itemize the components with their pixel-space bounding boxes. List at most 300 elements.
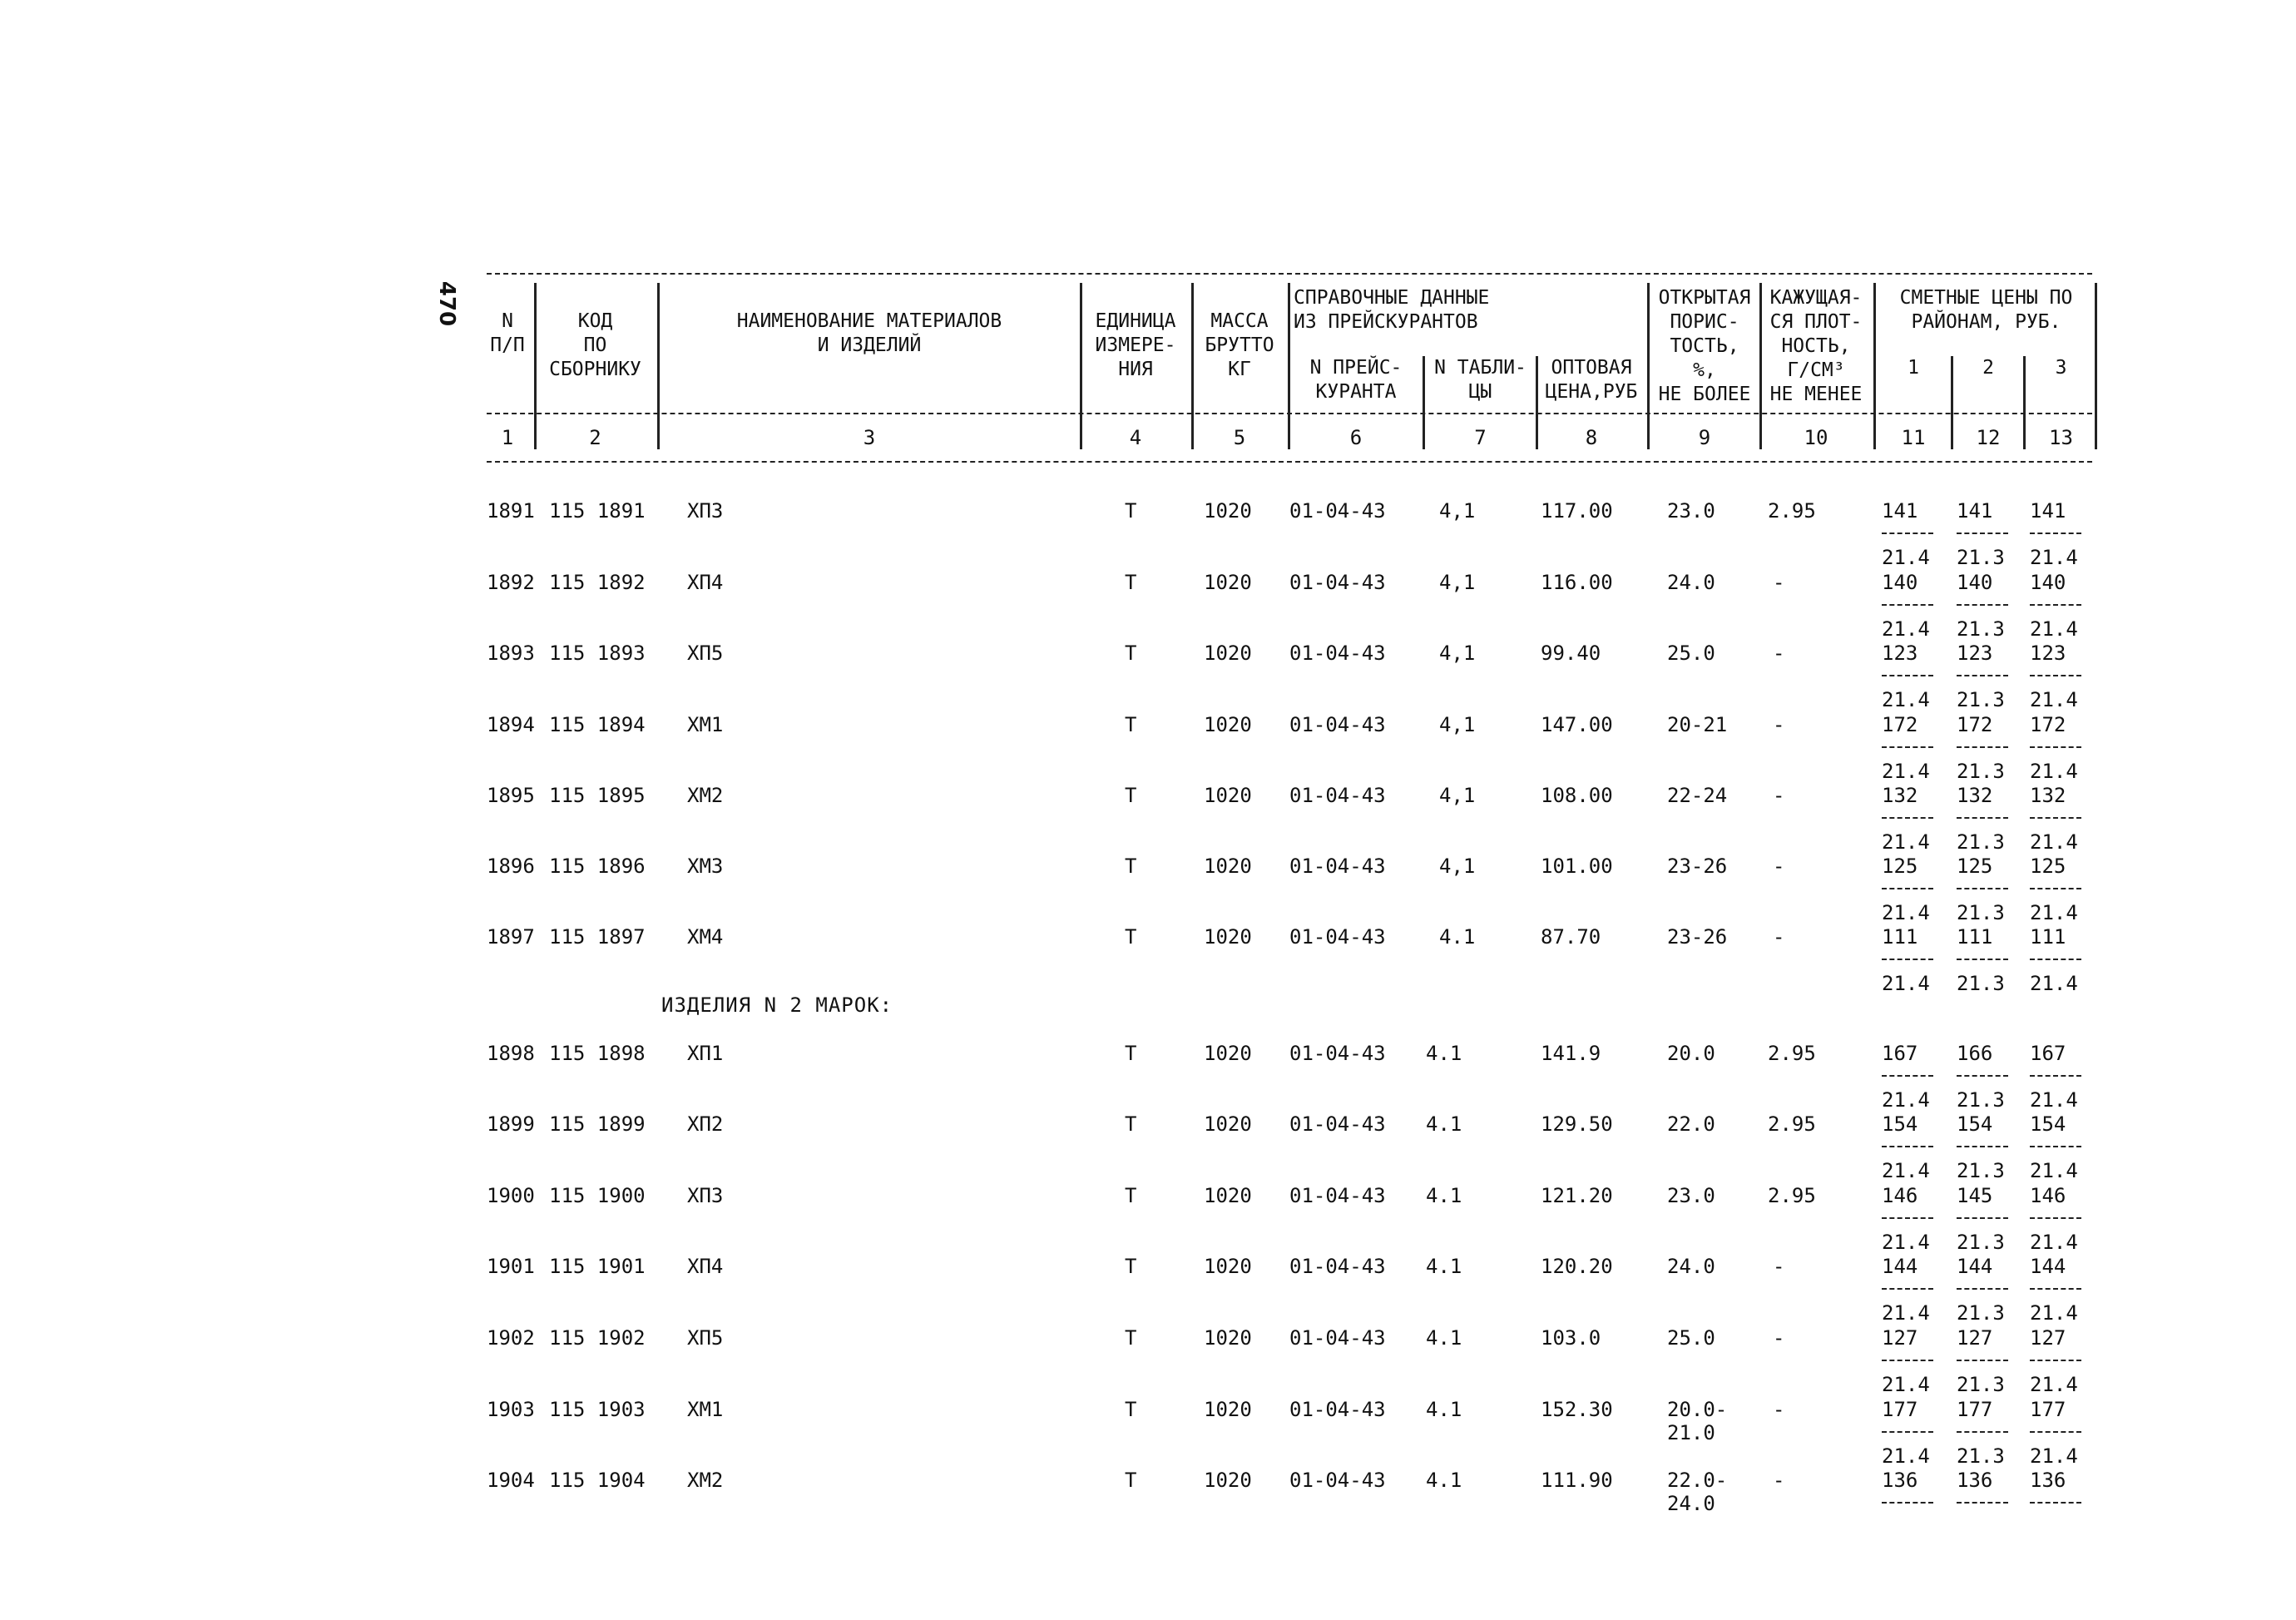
row-wholesale-price: 117.00 bbox=[1541, 499, 1613, 523]
header-col-13: 3 bbox=[2055, 357, 2067, 379]
price-index-value: 21.4 bbox=[2030, 1088, 2078, 1112]
price-index-value: 21.4 bbox=[2030, 688, 2078, 711]
estimated-price-value: 154 bbox=[1882, 1112, 1918, 1136]
estimated-price-value: 167 bbox=[1882, 1042, 1918, 1065]
header-col-3: НАИМЕНОВАНИЕ МАТЕРИАЛОВ И ИЗДЕЛИЙ bbox=[736, 310, 1002, 356]
estimated-price-region-2 bbox=[1957, 713, 2015, 783]
fraction-line bbox=[1957, 1360, 2008, 1373]
row-unit: Т bbox=[1125, 499, 1137, 523]
row-mass: 1020 bbox=[1204, 784, 1252, 807]
estimated-price-region-1 bbox=[1882, 571, 1940, 641]
row-table-number: 4.1 bbox=[1426, 1112, 1462, 1136]
estimated-price-value: 141 bbox=[2030, 499, 2066, 523]
fraction-line bbox=[1882, 888, 1933, 901]
col-number-8: 8 bbox=[1585, 426, 1598, 449]
fraction-line bbox=[2030, 533, 2081, 546]
row-mass: 1020 bbox=[1204, 1255, 1252, 1278]
fraction-line bbox=[2030, 1360, 2081, 1373]
price-index-value: 21.4 bbox=[1882, 546, 1930, 569]
fraction-line bbox=[1882, 1075, 1933, 1088]
row-density: - bbox=[1773, 855, 1785, 878]
price-index-value: 21.4 bbox=[2030, 1159, 2078, 1182]
row-unit: Т bbox=[1125, 713, 1137, 736]
price-index-value: 21.4 bbox=[2030, 1231, 2078, 1254]
estimated-price-value: 154 bbox=[1957, 1112, 1993, 1136]
column-separator bbox=[657, 283, 660, 449]
row-porosity: 25.0 bbox=[1667, 1326, 1715, 1350]
column-separator bbox=[534, 283, 537, 449]
price-index-value: 21.4 bbox=[2030, 901, 2078, 924]
price-index-value: 21.4 bbox=[1882, 1373, 1930, 1396]
row-code: 115 1898 bbox=[549, 1042, 646, 1065]
column-separator bbox=[2095, 283, 2097, 449]
estimated-price-value: 127 bbox=[1957, 1326, 1993, 1350]
row-wholesale-price: 116.00 bbox=[1541, 571, 1613, 594]
row-porosity: 22-24 bbox=[1667, 784, 1728, 807]
row-code: 115 1900 bbox=[549, 1184, 646, 1207]
row-porosity: 23-26 bbox=[1667, 855, 1728, 878]
row-mass: 1020 bbox=[1204, 1326, 1252, 1350]
row-unit: Т bbox=[1125, 1398, 1137, 1421]
row-code: 115 1904 bbox=[549, 1469, 646, 1492]
estimated-price-value: 132 bbox=[2030, 784, 2066, 807]
row-density: - bbox=[1773, 784, 1785, 807]
price-index-value: 21.4 bbox=[1882, 760, 1930, 783]
estimated-price-value: 132 bbox=[1882, 784, 1918, 807]
estimated-price-region-1 bbox=[1882, 1184, 1940, 1254]
row-density: - bbox=[1773, 642, 1785, 665]
row-number: 1902 bbox=[487, 1326, 535, 1350]
row-name: ХП4 bbox=[687, 1255, 724, 1278]
estimated-price-value: 177 bbox=[2030, 1398, 2066, 1421]
col-number-1: 1 bbox=[501, 426, 514, 449]
row-number: 1896 bbox=[487, 855, 535, 878]
row-table-number: 4,1 bbox=[1439, 499, 1476, 523]
row-mass: 1020 bbox=[1204, 1469, 1252, 1492]
row-mass: 1020 bbox=[1204, 1398, 1252, 1421]
row-mass: 1020 bbox=[1204, 1112, 1252, 1136]
row-name: ХП5 bbox=[687, 1326, 724, 1350]
estimated-price-region-1 bbox=[1882, 1042, 1940, 1112]
price-index-value: 21.4 bbox=[1882, 972, 1930, 995]
estimated-price-region-1 bbox=[1882, 1255, 1940, 1325]
row-table-number: 4.1 bbox=[1426, 1042, 1462, 1065]
estimated-price-region-3 bbox=[2030, 784, 2088, 854]
header-col-6: N ПРЕЙС- КУРАНТА bbox=[1309, 357, 1403, 403]
row-code: 115 1891 bbox=[549, 499, 646, 523]
col-number-7: 7 bbox=[1474, 426, 1487, 449]
price-index-value: 21.4 bbox=[1882, 1444, 1930, 1468]
row-pricelist-number: 01-04-43 bbox=[1289, 713, 1386, 736]
row-name: ХМ4 bbox=[687, 925, 724, 949]
row-mass: 1020 bbox=[1204, 713, 1252, 736]
row-code: 115 1895 bbox=[549, 784, 646, 807]
row-unit: Т bbox=[1125, 1326, 1137, 1350]
row-wholesale-price: 108.00 bbox=[1541, 784, 1613, 807]
estimated-price-value: 111 bbox=[1957, 925, 1993, 949]
row-name: ХП5 bbox=[687, 642, 724, 665]
header-col-8: ОПТОВАЯ ЦЕНА,РУБ bbox=[1545, 357, 1638, 403]
estimated-price-region-2 bbox=[1957, 1255, 2015, 1325]
row-wholesale-price: 152.30 bbox=[1541, 1398, 1613, 1421]
row-code: 115 1892 bbox=[549, 571, 646, 594]
estimated-price-region-2 bbox=[1957, 1042, 2015, 1112]
price-index-value: 21.3 bbox=[1957, 1088, 2005, 1112]
row-number: 1901 bbox=[487, 1255, 535, 1278]
estimated-price-value: 166 bbox=[1957, 1042, 1993, 1065]
row-name: ХП4 bbox=[687, 571, 724, 594]
row-porosity: 20-21 bbox=[1667, 713, 1728, 736]
estimated-price-region-1 bbox=[1882, 1398, 1940, 1468]
row-density: 2.95 bbox=[1768, 1184, 1816, 1207]
row-wholesale-price: 99.40 bbox=[1541, 642, 1601, 665]
estimated-price-value: 145 bbox=[1957, 1184, 1993, 1207]
estimated-price-region-3 bbox=[2030, 1398, 2088, 1468]
fraction-line bbox=[2030, 888, 2081, 901]
fraction-line bbox=[2030, 1502, 2081, 1515]
row-number: 1894 bbox=[487, 713, 535, 736]
row-pricelist-number: 01-04-43 bbox=[1289, 1398, 1386, 1421]
row-density: - bbox=[1773, 571, 1785, 594]
header-col-5: МАССА БРУТТО КГ bbox=[1205, 310, 1274, 380]
row-porosity: 23-26 bbox=[1667, 925, 1728, 949]
price-index-value: 21.4 bbox=[2030, 760, 2078, 783]
estimated-price-region-1 bbox=[1882, 499, 1940, 569]
fraction-line bbox=[1957, 1146, 2008, 1159]
row-unit: Т bbox=[1125, 1469, 1137, 1492]
row-density: 2.95 bbox=[1768, 1112, 1816, 1136]
price-index-value: 21.4 bbox=[1882, 617, 1930, 641]
column-separator bbox=[1423, 356, 1425, 449]
col-number-12: 12 bbox=[1976, 426, 2001, 449]
fraction-line bbox=[1882, 1360, 1933, 1373]
header-col-1: N П/П bbox=[490, 310, 525, 356]
price-index-value: 21.3 bbox=[1957, 1231, 2005, 1254]
estimated-price-value: 136 bbox=[1882, 1469, 1918, 1492]
col-number-6: 6 bbox=[1349, 426, 1363, 449]
fraction-line bbox=[2030, 817, 2081, 830]
estimated-price-value: 144 bbox=[1882, 1255, 1918, 1278]
row-unit: Т bbox=[1125, 784, 1137, 807]
row-table-number: 4,1 bbox=[1439, 784, 1476, 807]
estimated-price-value: 140 bbox=[1882, 571, 1918, 594]
fraction-line bbox=[2030, 675, 2081, 688]
row-pricelist-number: 01-04-43 bbox=[1289, 571, 1386, 594]
estimated-price-value: 111 bbox=[1882, 925, 1918, 949]
estimated-price-region-1 bbox=[1882, 855, 1940, 924]
row-name: ХП3 bbox=[687, 499, 724, 523]
estimated-price-region-1 bbox=[1882, 642, 1940, 711]
row-name: ХМ2 bbox=[687, 1469, 724, 1492]
row-porosity: 23.0 bbox=[1667, 499, 1715, 523]
estimated-price-value: 144 bbox=[1957, 1255, 1993, 1278]
fraction-line bbox=[1957, 1075, 2008, 1088]
row-code: 115 1894 bbox=[549, 713, 646, 736]
row-porosity: 25.0 bbox=[1667, 642, 1715, 665]
row-code: 115 1901 bbox=[549, 1255, 646, 1278]
estimated-price-region-1 bbox=[1882, 1469, 1940, 1515]
fraction-line bbox=[2030, 746, 2081, 760]
column-separator bbox=[1191, 283, 1194, 449]
row-table-number: 4,1 bbox=[1439, 571, 1476, 594]
price-index-value: 21.3 bbox=[1957, 901, 2005, 924]
row-porosity: 22.0 bbox=[1667, 1112, 1715, 1136]
row-porosity: 22.0- 24.0 bbox=[1667, 1469, 1728, 1515]
row-number: 1897 bbox=[487, 925, 535, 949]
estimated-price-value: 140 bbox=[2030, 571, 2066, 594]
estimated-price-region-1 bbox=[1882, 1112, 1940, 1182]
row-mass: 1020 bbox=[1204, 1184, 1252, 1207]
estimated-price-value: 123 bbox=[1957, 642, 1993, 665]
row-mass: 1020 bbox=[1204, 1042, 1252, 1065]
fraction-line bbox=[1957, 533, 2008, 546]
row-wholesale-price: 120.20 bbox=[1541, 1255, 1613, 1278]
row-pricelist-number: 01-04-43 bbox=[1289, 1255, 1386, 1278]
estimated-price-value: 123 bbox=[2030, 642, 2066, 665]
header-col-12: 2 bbox=[1982, 357, 1994, 379]
col-number-5: 5 bbox=[1233, 426, 1246, 449]
header-group-prices: СМЕТНЫЕ ЦЕНЫ ПО РАЙОНАМ, РУБ. bbox=[1899, 287, 2073, 333]
row-mass: 1020 bbox=[1204, 925, 1252, 949]
row-unit: Т bbox=[1125, 571, 1137, 594]
row-unit: Т bbox=[1125, 1255, 1137, 1278]
fraction-line bbox=[1957, 746, 2008, 760]
estimated-price-region-3 bbox=[2030, 499, 2088, 569]
row-wholesale-price: 103.0 bbox=[1541, 1326, 1601, 1350]
row-number: 1891 bbox=[487, 499, 535, 523]
row-pricelist-number: 01-04-43 bbox=[1289, 784, 1386, 807]
estimated-price-region-2 bbox=[1957, 1184, 2015, 1254]
estimated-price-value: 177 bbox=[1882, 1398, 1918, 1421]
row-wholesale-price: 111.90 bbox=[1541, 1469, 1613, 1492]
row-name: ХМ1 bbox=[687, 1398, 724, 1421]
row-pricelist-number: 01-04-43 bbox=[1289, 855, 1386, 878]
row-name: ХМ1 bbox=[687, 713, 724, 736]
row-unit: Т bbox=[1125, 1042, 1137, 1065]
row-density: - bbox=[1773, 1326, 1785, 1350]
row-mass: 1020 bbox=[1204, 642, 1252, 665]
estimated-price-region-2 bbox=[1957, 1469, 2015, 1515]
row-wholesale-price: 121.20 bbox=[1541, 1184, 1613, 1207]
row-density: - bbox=[1773, 925, 1785, 949]
price-index-value: 21.4 bbox=[1882, 1088, 1930, 1112]
estimated-price-region-2 bbox=[1957, 1326, 2015, 1396]
fraction-line bbox=[1882, 1217, 1933, 1231]
row-number: 1893 bbox=[487, 642, 535, 665]
fraction-line bbox=[1957, 1431, 2008, 1444]
header-col-9: ОТКРЫТАЯ ПОРИС- ТОСТЬ, %, НЕ БОЛЕЕ bbox=[1658, 287, 1751, 405]
fraction-line bbox=[2030, 1146, 2081, 1159]
row-pricelist-number: 01-04-43 bbox=[1289, 499, 1386, 523]
estimated-price-region-2 bbox=[1957, 855, 2015, 924]
row-unit: Т bbox=[1125, 642, 1137, 665]
fraction-line bbox=[1957, 959, 2008, 972]
fraction-line bbox=[1882, 604, 1933, 617]
row-name: ХМ2 bbox=[687, 784, 724, 807]
row-density: - bbox=[1773, 1398, 1785, 1421]
col-number-9: 9 bbox=[1698, 426, 1711, 449]
estimated-price-value: 146 bbox=[1882, 1184, 1918, 1207]
col-number-3: 3 bbox=[863, 426, 876, 449]
price-index-value: 21.4 bbox=[1882, 901, 1930, 924]
price-index-value: 21.3 bbox=[1957, 546, 2005, 569]
fraction-line bbox=[1957, 817, 2008, 830]
price-index-value: 21.4 bbox=[2030, 546, 2078, 569]
estimated-price-region-2 bbox=[1957, 571, 2015, 641]
row-wholesale-price: 141.9 bbox=[1541, 1042, 1601, 1065]
fraction-line bbox=[1882, 675, 1933, 688]
estimated-price-region-1 bbox=[1882, 784, 1940, 854]
estimated-price-region-2 bbox=[1957, 642, 2015, 711]
row-number: 1895 bbox=[487, 784, 535, 807]
row-table-number: 4.1 bbox=[1426, 1184, 1462, 1207]
header-col-11: 1 bbox=[1908, 357, 1919, 379]
column-separator bbox=[1647, 283, 1650, 449]
row-mass: 1020 bbox=[1204, 855, 1252, 878]
price-index-value: 21.4 bbox=[2030, 972, 2078, 995]
estimated-price-value: 167 bbox=[2030, 1042, 2066, 1065]
row-table-number: 4.1 bbox=[1426, 1255, 1462, 1278]
estimated-price-region-2 bbox=[1957, 1398, 2015, 1468]
fraction-line bbox=[1882, 1431, 1933, 1444]
row-number: 1899 bbox=[487, 1112, 535, 1136]
fraction-line bbox=[2030, 604, 2081, 617]
estimated-price-value: 132 bbox=[1957, 784, 1993, 807]
price-index-value: 21.4 bbox=[1882, 1301, 1930, 1325]
fraction-line bbox=[2030, 1075, 2081, 1088]
estimated-price-value: 141 bbox=[1957, 499, 1993, 523]
column-separator bbox=[1536, 356, 1538, 449]
price-index-value: 21.3 bbox=[1957, 1301, 2005, 1325]
row-porosity: 24.0 bbox=[1667, 1255, 1715, 1278]
estimated-price-region-3 bbox=[2030, 925, 2088, 995]
estimated-price-region-3 bbox=[2030, 642, 2088, 711]
row-table-number: 4.1 bbox=[1426, 1469, 1462, 1492]
estimated-price-value: 127 bbox=[1882, 1326, 1918, 1350]
row-number: 1892 bbox=[487, 571, 535, 594]
fraction-line bbox=[1882, 959, 1933, 972]
estimated-price-value: 144 bbox=[2030, 1255, 2066, 1278]
price-index-value: 21.4 bbox=[1882, 1231, 1930, 1254]
estimated-price-region-3 bbox=[2030, 1469, 2088, 1515]
estimated-price-region-2 bbox=[1957, 1112, 2015, 1182]
row-code: 115 1903 bbox=[549, 1398, 646, 1421]
row-table-number: 4,1 bbox=[1439, 642, 1476, 665]
row-unit: Т bbox=[1125, 925, 1137, 949]
estimated-price-value: 154 bbox=[2030, 1112, 2066, 1136]
row-porosity: 20.0 bbox=[1667, 1042, 1715, 1065]
estimated-price-region-2 bbox=[1957, 925, 2015, 995]
col-number-4: 4 bbox=[1129, 426, 1142, 449]
col-number-11: 11 bbox=[1901, 426, 1926, 449]
estimated-price-region-3 bbox=[2030, 1326, 2088, 1396]
estimated-price-region-3 bbox=[2030, 713, 2088, 783]
fraction-line bbox=[1882, 746, 1933, 760]
row-number: 1898 bbox=[487, 1042, 535, 1065]
estimated-price-region-1 bbox=[1882, 713, 1940, 783]
row-name: ХП2 bbox=[687, 1112, 724, 1136]
estimated-price-region-1 bbox=[1882, 1326, 1940, 1396]
header-col-10: КАЖУЩАЯ- СЯ ПЛОТ- НОСТЬ, Г/СМ³ НЕ МЕНЕЕ bbox=[1769, 287, 1863, 405]
fraction-line bbox=[2030, 1431, 2081, 1444]
fraction-line bbox=[1882, 1502, 1933, 1515]
header-col-4: ЕДИНИЦА ИЗМЕРЕ- НИЯ bbox=[1095, 310, 1176, 380]
price-index-value: 21.3 bbox=[1957, 1373, 2005, 1396]
fraction-line bbox=[1882, 1146, 1933, 1159]
row-density: 2.95 bbox=[1768, 499, 1816, 523]
row-wholesale-price: 147.00 bbox=[1541, 713, 1613, 736]
price-index-value: 21.3 bbox=[1957, 760, 2005, 783]
section-title: ИЗДЕЛИЯ N 2 МАРОК: bbox=[661, 993, 893, 1017]
row-number: 1904 bbox=[487, 1469, 535, 1492]
fraction-line bbox=[1957, 888, 2008, 901]
row-unit: Т bbox=[1125, 855, 1137, 878]
row-wholesale-price: 129.50 bbox=[1541, 1112, 1613, 1136]
row-mass: 1020 bbox=[1204, 499, 1252, 523]
estimated-price-value: 125 bbox=[2030, 855, 2066, 878]
row-code: 115 1897 bbox=[549, 925, 646, 949]
row-table-number: 4,1 bbox=[1439, 855, 1476, 878]
row-pricelist-number: 01-04-43 bbox=[1289, 1469, 1386, 1492]
row-table-number: 4,1 bbox=[1439, 713, 1476, 736]
fraction-line bbox=[2030, 959, 2081, 972]
estimated-price-region-3 bbox=[2030, 1184, 2088, 1254]
col-number-10: 10 bbox=[1804, 426, 1828, 449]
estimated-price-value: 136 bbox=[1957, 1469, 1993, 1492]
row-porosity: 23.0 bbox=[1667, 1184, 1715, 1207]
row-mass: 1020 bbox=[1204, 571, 1252, 594]
estimated-price-value: 123 bbox=[1882, 642, 1918, 665]
header-col-7: N ТАБЛИ- ЦЫ bbox=[1434, 357, 1527, 403]
row-table-number: 4.1 bbox=[1426, 1326, 1462, 1350]
row-unit: Т bbox=[1125, 1184, 1137, 1207]
row-unit: Т bbox=[1125, 1112, 1137, 1136]
row-number: 1903 bbox=[487, 1398, 535, 1421]
estimated-price-region-2 bbox=[1957, 784, 2015, 854]
row-density: 2.95 bbox=[1768, 1042, 1816, 1065]
estimated-price-region-3 bbox=[2030, 1112, 2088, 1182]
row-pricelist-number: 01-04-43 bbox=[1289, 1112, 1386, 1136]
col-number-13: 13 bbox=[2049, 426, 2073, 449]
price-index-value: 21.4 bbox=[2030, 1301, 2078, 1325]
price-index-value: 21.3 bbox=[1957, 830, 2005, 854]
estimated-price-region-3 bbox=[2030, 1042, 2088, 1112]
column-separator bbox=[1951, 356, 1953, 449]
price-index-value: 21.4 bbox=[2030, 1444, 2078, 1468]
row-table-number: 4.1 bbox=[1426, 1398, 1462, 1421]
row-code: 115 1902 bbox=[549, 1326, 646, 1350]
row-wholesale-price: 87.70 bbox=[1541, 925, 1601, 949]
estimated-price-region-1 bbox=[1882, 925, 1940, 995]
row-code: 115 1893 bbox=[549, 642, 646, 665]
column-separator bbox=[1288, 283, 1290, 449]
estimated-price-value: 125 bbox=[1882, 855, 1918, 878]
estimated-price-region-3 bbox=[2030, 1255, 2088, 1325]
row-name: ХМ3 bbox=[687, 855, 724, 878]
column-separator bbox=[1759, 283, 1762, 449]
fraction-line bbox=[1882, 1288, 1933, 1301]
fraction-line bbox=[1882, 817, 1933, 830]
row-wholesale-price: 101.00 bbox=[1541, 855, 1613, 878]
price-index-value: 21.4 bbox=[2030, 617, 2078, 641]
price-index-value: 21.3 bbox=[1957, 1159, 2005, 1182]
row-name: ХП1 bbox=[687, 1042, 724, 1065]
fraction-line bbox=[1957, 1288, 2008, 1301]
fraction-line bbox=[1957, 1502, 2008, 1515]
row-pricelist-number: 01-04-43 bbox=[1289, 642, 1386, 665]
price-index-value: 21.4 bbox=[1882, 688, 1930, 711]
estimated-price-value: 127 bbox=[2030, 1326, 2066, 1350]
